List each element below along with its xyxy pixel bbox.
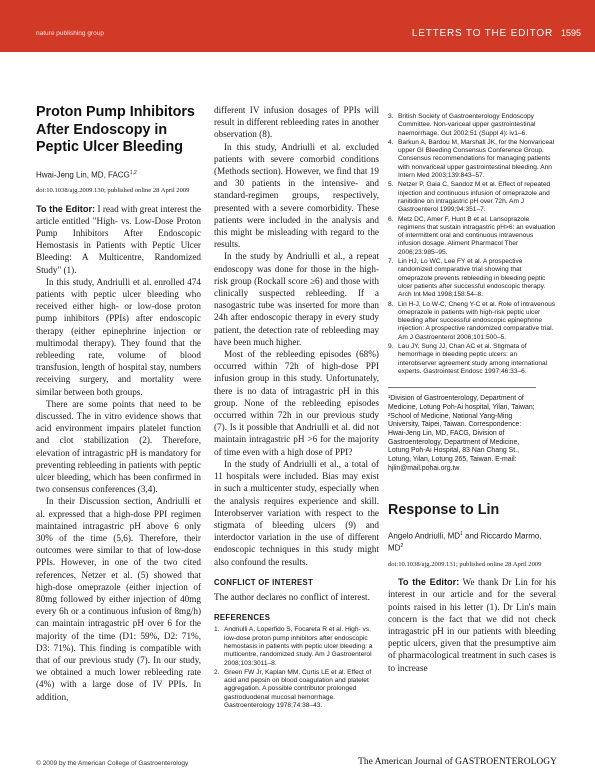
body-paragraph: In this study, Andriulli et al. excluded patients with severe comorbid conditions (Methods section). However, we find that 19 and 30 patients in the intensive- and standard-regimen groups, respectively, presented with a severe comorbidity. These patients were included in the analysis and this might be misleading with regard to the results.: [214, 141, 379, 250]
reference-item: 3. British Society of Gastroenterology Endoscopy Committee. Non-variceal upper gastrointestinal haemorrhage. Gut 2002;51 (Suppl 4): iv1–6.: [388, 113, 536, 137]
copyright-notice: © 2009 by the American College of Gastroenterology: [36, 760, 189, 767]
body-paragraph: To the Editor: I read with great interest the article entitled "High- vs. Low-Dose Proton Pump Inhibitors After Endoscopic Hemostasis in Patients with Peptic Ulcer Bleeding: A Multicentre, Randomized Study" (1).: [36, 203, 201, 275]
lead-in: To the Editor:: [398, 577, 460, 588]
section-title: LETTERS TO THE EDITOR: [411, 28, 553, 39]
reference-item: 7. Lin HJ, Lo WC, Lee FY et al. A prospective randomized comparative trial showing that omeprazole prevents rebleeding in bleeding peptic ulcer patients after successful endoscopic therapy. Arch Int Med 1998;158:54–8.: [388, 258, 546, 299]
conflict-text: The author declares no conflict of interest.: [214, 591, 370, 602]
journal-name: The American Journal of GASTROENTEROLOGY: [358, 757, 557, 767]
references-list-part1: [214, 626, 379, 710]
reference-item: 5. Netzer P, Gaia C, Sandoz M et al. Effect of repeated injection and continuous infusion of omeprazole and ranitidine on intragastric pH over 72h. Am J Gastroenterol 1999;94:351–7.: [388, 181, 551, 214]
author-affiliation: ¹Division of Gastroenterology, Department of Medicine, Lotung Poh-Ai hospital, Yilan, Taiwan; ²School of Medicine, National Yang-Ming University, Taipei, Taiwan. Correspondence: Hwai-Jeng Lin, MD, FACG, Division of Gastroenterology, Department of Medicine, Lotung Poh-Ai Hospital, 83 Nan Chang St., Lotung, Yilan, Lotung 265, Taiwan. E-mail: hjlin@mail.pohai.org.tw: [388, 387, 536, 473]
reference-item: 1. Andriulli A, Loperfido S, Focareta R et al. High- vs. low-dose proton pump inhibitors after endoscopic hemostasis in patients with peptic ulcer bleeding: a multicentre, randomized study. Am J Gastroenterol 2008;103:3011–8.: [214, 626, 373, 667]
article-doi: doi:10.1038/ajg.2009.130; published online 28 April 2009: [36, 187, 190, 195]
response-title: Response to Lin: [388, 501, 500, 518]
body-paragraph: In the study by Andriulli et al., a repeat endoscopy was done for those in the high-risk group (Rockall score ≥6) and those with clinically suspected rebleeding. If a nasogastric tube was inserted for more than 24h after endoscopic therapy in every study patient, the detection rate of rebleeding may have been much higher.: [214, 251, 379, 347]
reference-item: 9. Lau JY, Sung JJ, Chan AC et al. Stigmata of hemorrhage in bleeding peptic ulcers: an interobserver agreement study among international experts. Gastrointest Endosc 1997;46:33–6.: [388, 343, 548, 375]
column-2: [214, 104, 379, 711]
references-heading: REFERENCES: [214, 613, 271, 623]
journal-header-band: [0, 0, 595, 52]
column-1: [36, 104, 201, 703]
body-paragraph: different IV infusion dosages of PPIs will result in different rebleeding rates in another observation (8).: [214, 105, 379, 140]
body-paragraph: In this study, Andriulli et al. enrolled 474 patients with peptic ulcer bleeding who received either high- or low-dose proton pump inhibitors (PPIs) after endoscopic therapy (either epinephrine injection or multimodal therapy). They found that the rebleeding rate, volume of blood transfusion, length of hospital stay, numbers receiving surgery, and mortality were similar between both groups.: [36, 276, 201, 397]
column-3: [388, 113, 556, 674]
response-authors: Angelo Andriulli, $MD^1$ and Riccardo Marmo, $MD^2$: [388, 530, 542, 553]
reference-item: 2. Green FW Jr, Kaplan MM, Curtis LE et al. Effect of acid and pepsin on blood coagulation and platelet aggregation. A possible contributor prolonged gastroduodenal mucosal hemorrhage. Gastroenterology 1978;74:38–43.: [214, 668, 372, 709]
reference-item: 6. Metz DC, Amer F, Hunt B et al. Lansoprazole regimens that sustain intragastric pH>6: an evaluation of intermittent oral and continuous intravenous infusion dosage. Aliment Pharmacol Ther 2006;23:985–95.: [388, 215, 556, 256]
body-paragraph: In their Discussion section, Andriulli et al. expressed that a high-dose PPI regimen maintained intragastric pH above 6 only 30% of the time (5,6). Therefore, their outcomes were similar to that of low-dose PPIs. However, in one of the two cited references, Netzer et al. (5) showed that high-dose omeprazole (either injection of 80mg followed by either injection of 40mg every 6h or a continuous infusion of 8mg/h) can maintain intragastric pH over 6 for the majority of the time (D1: 59%, D2: 71%, D3: 71%). This finding is compatible with that of our previous study (7). In our study, we obtained a much lower rebleeding rate (4%) with a large dose of IV PPIs. In addition,: [36, 496, 201, 702]
response-doi: doi:10.1038/ajg.2009.131; published online 28 April 2009: [388, 560, 542, 568]
article-author: Hwai-Jeng Lin, MD, FACG$^{1,2}$: [36, 169, 137, 180]
references-list-part2: [388, 113, 556, 376]
publisher-label: nature publishing group: [36, 30, 104, 37]
page-number: 1595: [560, 28, 581, 38]
body-paragraph: Most of the rebleeding episodes (68%) occurred within 72h of high-dose PPI infusion group in this study. Unfortunately, there is no data of intragastric pH in this group. None of the rebleeding episodes occurred within 72h in our previous study (7). Is it possible that Andriulli et al. did not maintain intragastric pH >6 for the majority of time even with a high dose of PPI?: [214, 349, 379, 457]
reference-item: 4. Barkun A, Bardou M, Marshall JK, for the Nonvariceal upper GI Bleeding Consensus Conference Group. Consensus recommendations for managing patients with nonvariceal upper gastrointestinal bleeding. Ann Intern Med 2003;139:843–57.: [388, 138, 555, 180]
body-paragraph: In the study of Andriulli et al., a total of 11 hospitals were included. Bias may exist in such a multicenter study, especially when the analysis requires experience and skill. Interobserver variation with respect to the stigmata of bleeding ulcers (9) and interdoctor variation in the use of different endoscopic techniques in this study might also confound the results.: [214, 458, 379, 567]
body-paragraph: There are some points that need to be discussed. The in vitro evidence shows that acid environment impairs platelet function and clot stabilization (2). Therefore, elevation of intragastric pH is mandatory for preventing rebleeding in patients with peptic ulcer bleeding, which has been confirmed in two consensus conferences (3,4).: [36, 398, 201, 495]
lead-in: To the Editor:: [36, 203, 96, 214]
reference-item: 8. Lin H-J, Lo W-C, Cheng Y-C et al. Role of intravenous omeprazole in patients with high-risk peptic ulcer bleeding after successful endoscopic epinephrine injection: A prospective randomized comparative trial. Am J Gastroenterol 2006;101:500–5.: [388, 300, 556, 341]
article-title: Proton Pump Inhibitors After Endoscopy in Peptic Ulcer Bleeding: [36, 104, 195, 155]
conflict-heading: CONFLICT OF INTEREST: [214, 577, 314, 587]
response-paragraph: To the Editor: We thank Dr Lin for his interest in our article and for the several points raised in his letter (1). Dr Lin's main concern is the fact that we did not check intragastric pH in our patients with bleeding peptic ulcers, given that the presumptive aim of pharmacological treatment in such cases is to increase: [388, 577, 556, 673]
